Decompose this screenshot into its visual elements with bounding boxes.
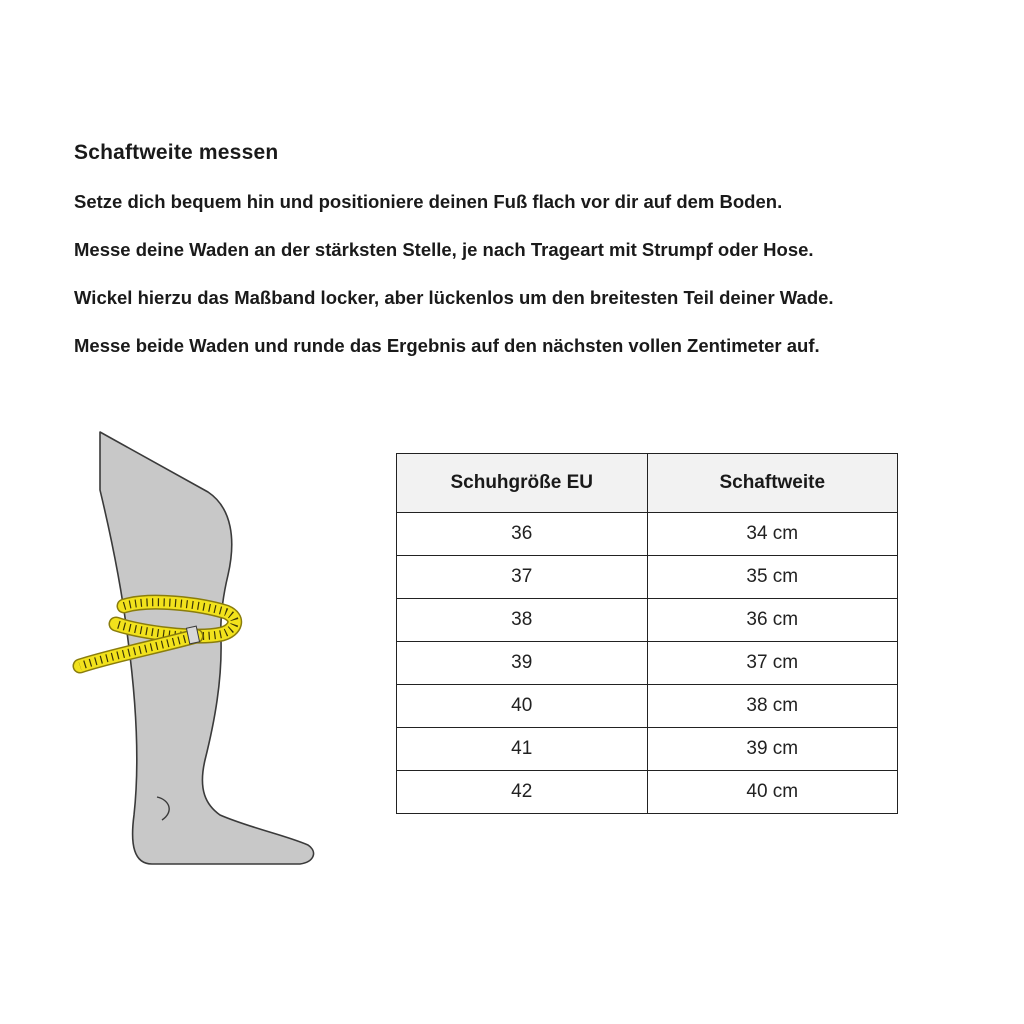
- header-shoe-size: Schuhgröße EU: [397, 454, 648, 513]
- shoe-size-cell: 36: [397, 513, 648, 556]
- table-row: [397, 599, 898, 642]
- shoe-size-cell: 39: [397, 642, 648, 685]
- instruction-3: Wickel hierzu das Maßband locker, aber lückenlos um den breitesten Teil deiner Wade.: [74, 287, 834, 308]
- shaft-width-cell: 35 cm: [647, 556, 898, 599]
- page-title: Schaftweite messen: [74, 141, 279, 164]
- shoe-size-cell: 37: [397, 556, 648, 599]
- header-shaft-width: Schaftweite: [647, 454, 898, 513]
- shaft-width-cell: 39 cm: [647, 728, 898, 771]
- table-row: [397, 556, 898, 599]
- instruction-4: Messe beide Waden und runde das Ergebnis auf den nächsten vollen Zentimeter auf.: [74, 335, 820, 356]
- table-row: [397, 642, 898, 685]
- table-row: [397, 771, 898, 814]
- shoe-size-cell: 40: [397, 685, 648, 728]
- shaft-width-cell: 36 cm: [647, 599, 898, 642]
- table-row: [397, 513, 898, 556]
- leg-measuring-illustration: [60, 420, 340, 880]
- shaft-width-cell: 40 cm: [647, 771, 898, 814]
- instruction-2: Messe deine Waden an der stärksten Stelle, je nach Trageart mit Strumpf oder Hose.: [74, 239, 814, 260]
- table-row: [397, 685, 898, 728]
- shaft-width-cell: 38 cm: [647, 685, 898, 728]
- size-table: [396, 453, 898, 814]
- instruction-1: Setze dich bequem hin und positioniere deinen Fuß flach vor dir auf dem Boden.: [74, 191, 783, 212]
- shoe-size-cell: 42: [397, 771, 648, 814]
- table-header-row: [397, 454, 898, 513]
- shoe-size-cell: 38: [397, 599, 648, 642]
- shoe-size-cell: 41: [397, 728, 648, 771]
- table-row: [397, 728, 898, 771]
- shaft-width-cell: 37 cm: [647, 642, 898, 685]
- shaft-width-cell: 34 cm: [647, 513, 898, 556]
